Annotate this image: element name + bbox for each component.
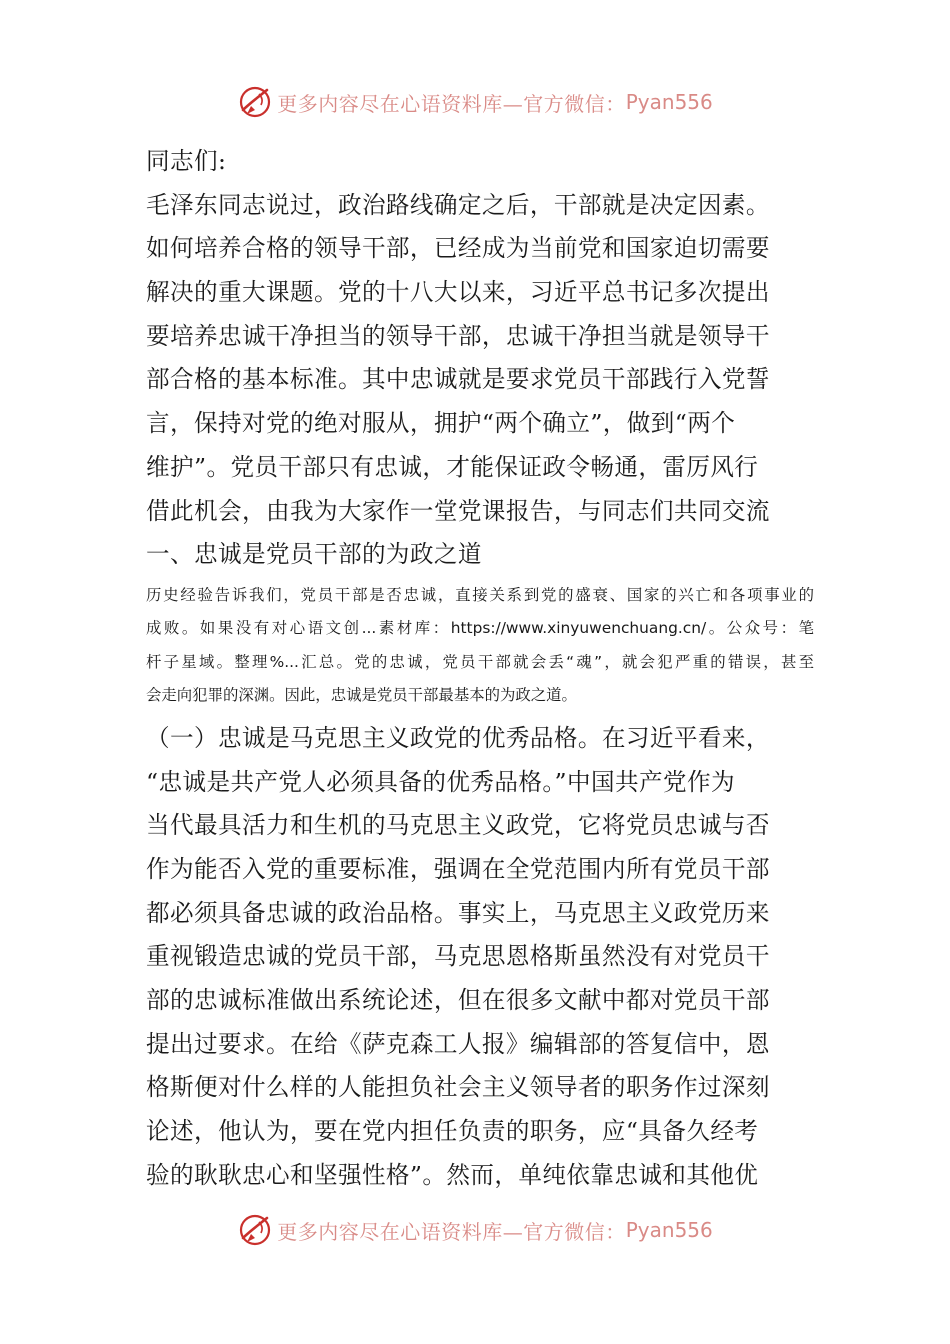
banner-wechat-id: Pyan556: [625, 90, 713, 114]
salutation: 同志们:: [146, 147, 227, 175]
text-line: 验的耿耿忠心和坚强性格”。然而，单纯依靠忠诚和其他优: [146, 1160, 759, 1189]
text-line: 都必须具备忠诚的政治品格。事实上，马克思主义政党历来: [146, 898, 770, 927]
text-line: “忠诚是共产党人必须具备的优秀品格。”中国共产党作为: [146, 767, 735, 796]
document-body: [146, 140, 814, 1197]
banner-wechat-id: Pyan556: [625, 1218, 713, 1242]
text-line: 借此机会，由我为大家作一堂党课报告，与同志们共同交流: [146, 496, 770, 525]
text-line: 部的忠诚标准做出系统论述，但在很多文献中都对党员干部: [146, 986, 770, 1014]
text-line: 重视锻造忠诚的党员干部，马克思恩格斯虽然没有对党员干: [146, 942, 770, 971]
text-line: 言，保持对党的绝对服从，拥护“两个确立”，做到“两个: [146, 409, 736, 438]
subsection-paragraph: [146, 717, 814, 1198]
text-line: 作为能否入党的重要标准，强调在全党范围内所有党员干部: [146, 854, 770, 883]
text-line: 提出过要求。在给《萨克森工人报》编辑部的答复信中，恩: [146, 1029, 770, 1058]
text-line: 要培养忠诚干净担当的领导干部，忠诚干净担当就是领导干: [146, 321, 770, 350]
pen-swirl-logo-icon: [237, 84, 273, 120]
section-heading: 一、忠诚是党员干部的为政之道: [146, 540, 482, 569]
text-line: 毛泽东同志说过，政治路线确定之后，干部就是决定因素。: [146, 190, 770, 219]
small-text-line: 成败。如果没有对心语文创...素材库：https://www.xinyuwenchuang.cn/。公众号：笔: [146, 619, 814, 638]
footer-banner: [0, 1210, 950, 1250]
text-line: 当代最具活力和生机的马克思主义政党，它将党员忠诚与否: [146, 811, 770, 840]
header-banner: [0, 82, 950, 122]
small-text-line: 历史经验告诉我们，党员干部是否忠诚，直接关系到党的盛衰、国家的兴亡和各项事业的: [146, 585, 814, 604]
text-line: 维护”。党员干部只有忠诚，才能保证政令畅通，雷厉风行: [146, 452, 759, 481]
small-text-line: 杆子星域。整理%...汇总。党的忠诚，党员干部就会丢“魂”，就会犯严重的错误，甚至: [146, 652, 814, 671]
text-line: （一）忠诚是马克思主义政党的优秀品格。在习近平看来，: [146, 723, 770, 752]
text-line: 格斯便对什么样的人能担负社会主义领导者的职务作过深刻: [146, 1073, 770, 1102]
text-line: 解决的重大课题。党的十八大以来，习近平总书记多次提出: [146, 278, 770, 307]
small-text-line: 会走向犯罪的深渊。因此，忠诚是党员干部最基本的为政之道。: [146, 686, 577, 705]
text-line: 部合格的基本标准。其中忠诚就是要求党员干部践行入党誓: [146, 365, 770, 394]
text-line: 如何培养合格的领导干部，已经成为当前党和国家迫切需要: [146, 234, 770, 263]
intro-paragraph: [146, 184, 814, 534]
banner-text: 更多内容尽在心语资料库—官方微信：: [277, 1219, 626, 1244]
text-line: 论述，他认为，要在党内担任负责的职务，应“具备久经考: [146, 1117, 759, 1146]
small-print-paragraph: [146, 579, 814, 713]
banner-text: 更多内容尽在心语资料库—官方微信：: [277, 91, 626, 116]
pen-swirl-logo-icon: [237, 1212, 273, 1248]
